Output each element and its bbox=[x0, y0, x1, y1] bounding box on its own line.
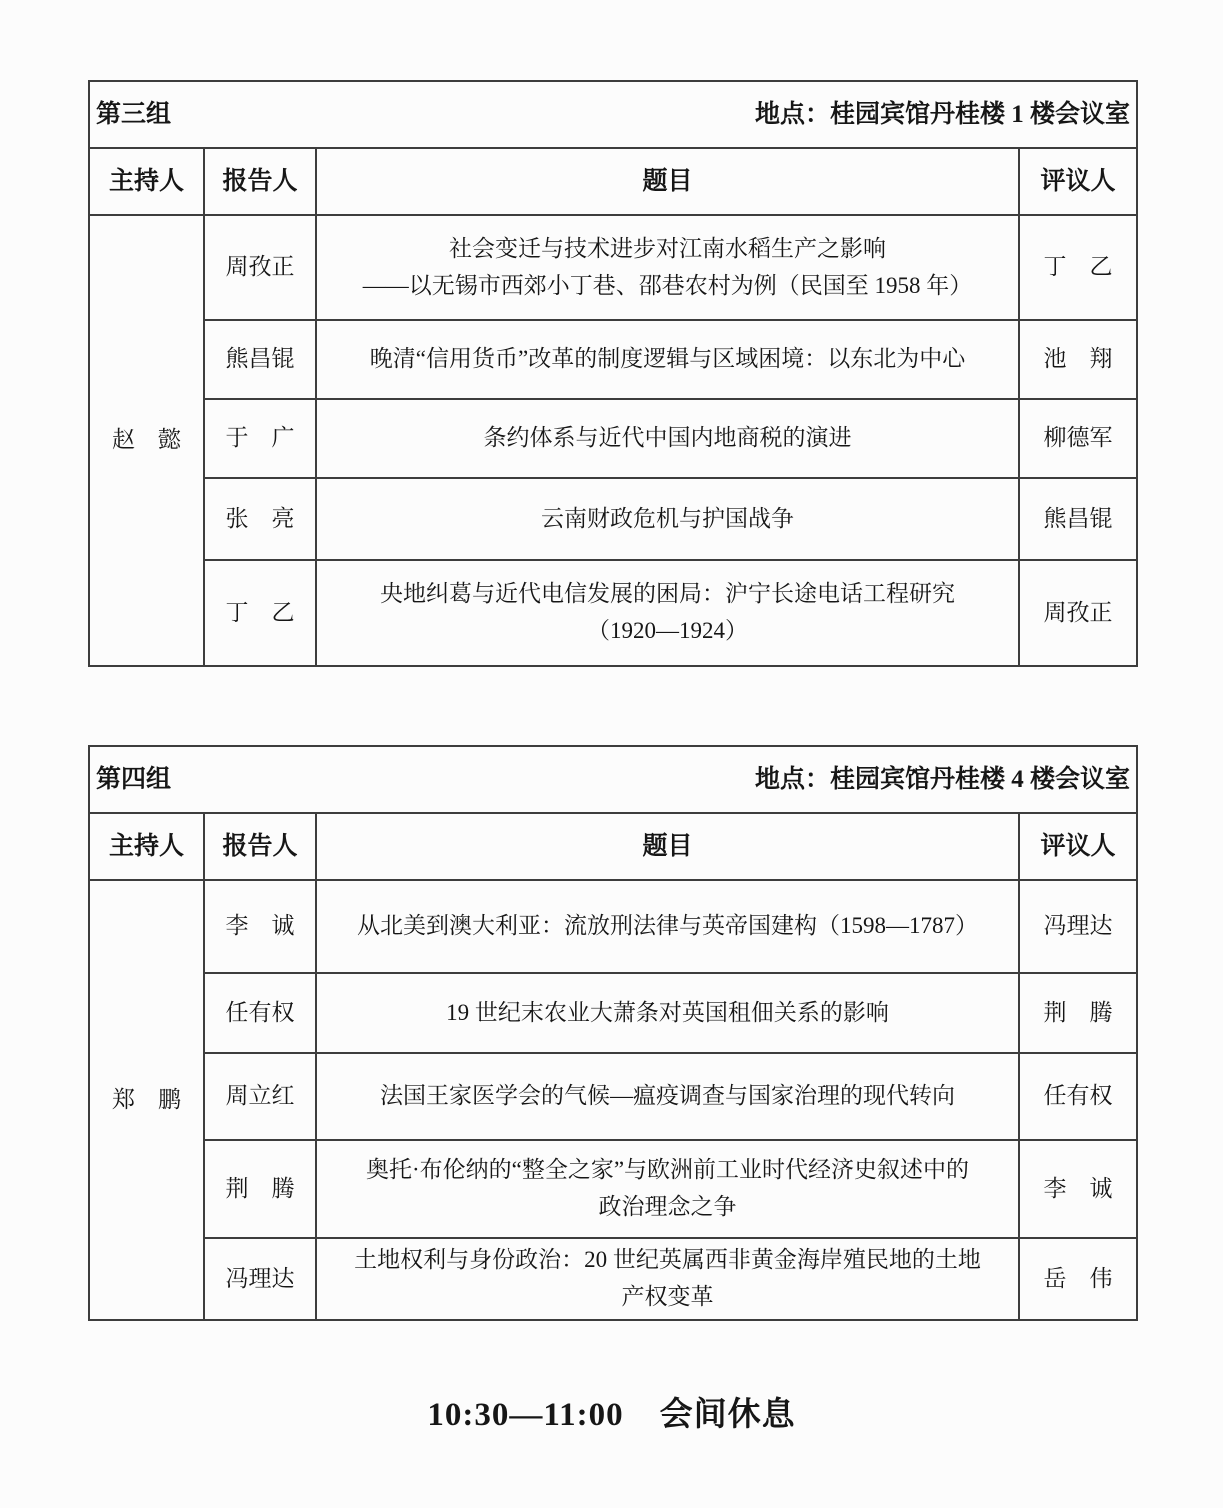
column-header-0: 主持人 bbox=[89, 148, 204, 215]
schedule-table bbox=[88, 80, 1138, 667]
table-row bbox=[89, 1140, 1137, 1238]
column-header-2: 题目 bbox=[316, 148, 1019, 215]
schedule-table bbox=[88, 745, 1138, 1321]
group-header-row bbox=[89, 746, 1137, 813]
title-line: 条约体系与近代中国内地商税的演进 bbox=[483, 425, 852, 451]
title-cell bbox=[316, 560, 1019, 666]
reviewer-cell: 任有权 bbox=[1019, 1053, 1137, 1140]
location-label: 地点：桂园宾馆丹桂楼 4 楼会议室 bbox=[755, 765, 1131, 793]
table-row bbox=[89, 880, 1137, 973]
title-line: 云南财政危机与护国战争 bbox=[541, 505, 794, 531]
title-cell bbox=[316, 320, 1019, 399]
title-line: ——以无锡市西郊小丁巷、邵巷农村为例（民国至 1958 年） bbox=[362, 272, 973, 298]
reviewer-cell: 丁 乙 bbox=[1019, 215, 1137, 320]
reviewer-cell: 熊昌锟 bbox=[1019, 478, 1137, 560]
title-line: 从北美到澳大利亚：流放刑法律与英帝国建构（1598—1787） bbox=[357, 913, 978, 939]
title-line: 法国王家医学会的气候—瘟疫调查与国家治理的现代转向 bbox=[380, 1083, 955, 1109]
break-label: 会间休息 bbox=[659, 1397, 796, 1433]
reviewer-cell: 周孜正 bbox=[1019, 560, 1137, 666]
location-label: 地点：桂园宾馆丹桂楼 1 楼会议室 bbox=[755, 100, 1131, 128]
reviewer-cell: 柳德军 bbox=[1019, 399, 1137, 478]
table-row bbox=[89, 560, 1137, 666]
title-line: 晚清“信用货币”改革的制度逻辑与区域困境：以东北为中心 bbox=[369, 346, 966, 372]
moderator-cell: 赵 懿 bbox=[89, 215, 204, 666]
column-header-row bbox=[89, 813, 1137, 880]
table-row bbox=[89, 1053, 1137, 1140]
group-title: 第四组 bbox=[96, 765, 172, 793]
group-header-row bbox=[89, 81, 1137, 148]
presenter-cell: 于 广 bbox=[204, 399, 316, 478]
reviewer-cell: 冯理达 bbox=[1019, 880, 1137, 973]
title-line: 土地权利与身份政治：20 世纪英属西非黄金海岸殖民地的土地 bbox=[354, 1247, 981, 1273]
column-header-2: 题目 bbox=[316, 813, 1019, 880]
title-line: 19 世纪末农业大萧条对英国租佃关系的影响 bbox=[446, 999, 889, 1025]
title-cell bbox=[316, 399, 1019, 478]
title-cell bbox=[316, 973, 1019, 1053]
session-table-group-4 bbox=[88, 745, 1136, 1321]
presenter-cell: 周孜正 bbox=[204, 215, 316, 320]
presenter-cell: 冯理达 bbox=[204, 1238, 316, 1320]
table-row bbox=[89, 973, 1137, 1053]
group-header-cell bbox=[89, 81, 1137, 148]
group-header bbox=[96, 95, 1130, 135]
reviewer-cell: 荆 腾 bbox=[1019, 973, 1137, 1053]
break-time-note bbox=[0, 1388, 1223, 1435]
break-time-range: 10:30—11:00 bbox=[427, 1397, 624, 1433]
reviewer-cell: 岳 伟 bbox=[1019, 1238, 1137, 1320]
presenter-cell: 张 亮 bbox=[204, 478, 316, 560]
table-row bbox=[89, 1238, 1137, 1320]
group-title: 第三组 bbox=[96, 100, 172, 128]
presenter-cell: 荆 腾 bbox=[204, 1140, 316, 1238]
column-header-1: 报告人 bbox=[204, 148, 316, 215]
table-row bbox=[89, 478, 1137, 560]
title-line: 产权变革 bbox=[621, 1284, 714, 1309]
title-cell bbox=[316, 1238, 1019, 1320]
title-cell bbox=[316, 1140, 1019, 1238]
title-cell bbox=[316, 478, 1019, 560]
column-header-0: 主持人 bbox=[89, 813, 204, 880]
table-row bbox=[89, 215, 1137, 320]
presenter-cell: 熊昌锟 bbox=[204, 320, 316, 399]
title-cell bbox=[316, 215, 1019, 320]
presenter-cell: 丁 乙 bbox=[204, 560, 316, 666]
title-line: 社会变迁与技术进步对江南水稻生产之影响 bbox=[449, 235, 886, 261]
column-header-3: 评议人 bbox=[1019, 148, 1137, 215]
group-header-cell bbox=[89, 746, 1137, 813]
column-header-1: 报告人 bbox=[204, 813, 316, 880]
title-line: 央地纠葛与近代电信发展的困局：沪宁长途电话工程研究 bbox=[380, 581, 955, 607]
reviewer-cell: 李 诚 bbox=[1019, 1140, 1137, 1238]
title-cell bbox=[316, 1053, 1019, 1140]
table-row bbox=[89, 399, 1137, 478]
column-header-row bbox=[89, 148, 1137, 215]
presenter-cell: 李 诚 bbox=[204, 880, 316, 973]
column-header-3: 评议人 bbox=[1019, 813, 1137, 880]
table-row bbox=[89, 320, 1137, 399]
presenter-cell: 周立红 bbox=[204, 1053, 316, 1140]
title-line: 政治理念之争 bbox=[598, 1194, 737, 1219]
title-line: 奥托·布伦纳的“整全之家”与欧洲前工业时代经济史叙述中的 bbox=[365, 1157, 970, 1183]
presenter-cell: 任有权 bbox=[204, 973, 316, 1053]
session-table-group-3 bbox=[88, 80, 1136, 667]
title-cell bbox=[316, 880, 1019, 973]
title-line: （1920—1924） bbox=[587, 618, 748, 643]
moderator-cell: 郑 鹏 bbox=[89, 880, 204, 1320]
group-header bbox=[96, 760, 1130, 800]
reviewer-cell: 池 翔 bbox=[1019, 320, 1137, 399]
